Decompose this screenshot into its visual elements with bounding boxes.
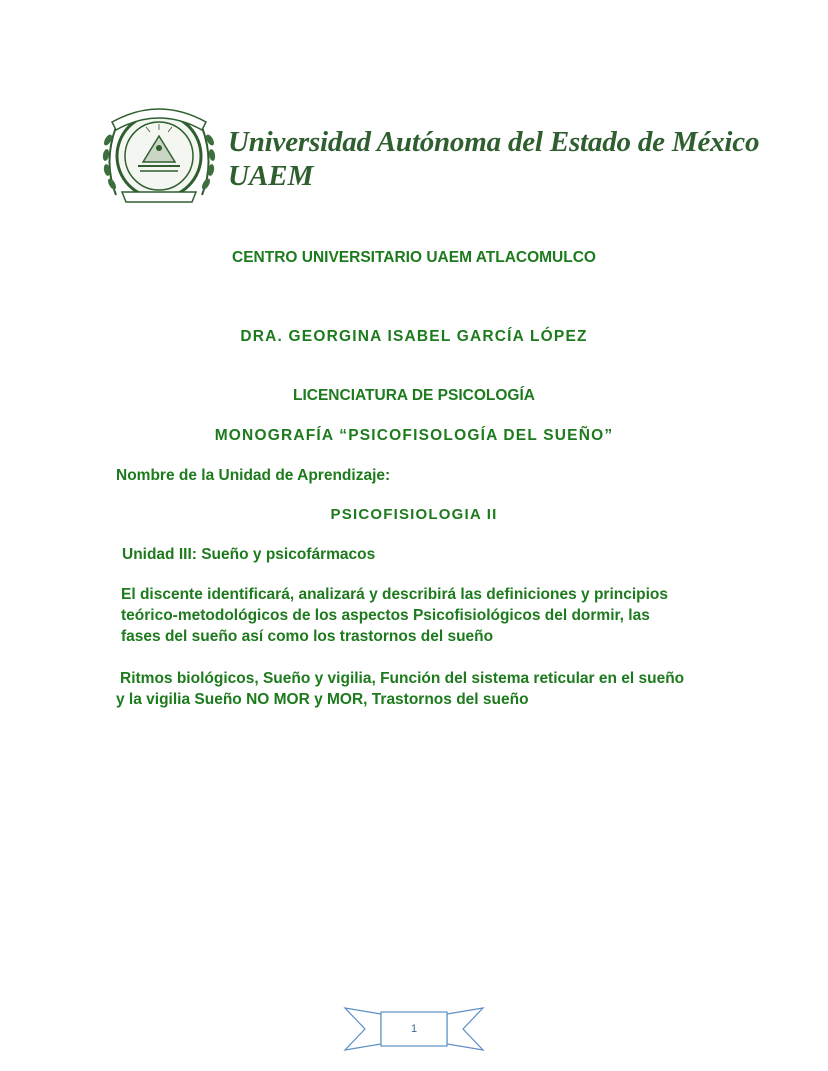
topics-paragraph	[116, 668, 684, 710]
monograph-title: MONOGRAFÍA “PSICOFISOLOGÍA DEL SUEÑO”	[214, 427, 614, 444]
page-number: 1	[410, 1023, 418, 1035]
unit-name: PSICOFISIOLOGIA II	[330, 506, 498, 523]
objective-line: El discente identificará, analizará y describirá las definiciones y principios	[121, 586, 669, 603]
center-name: CENTRO UNIVERSITARIO UAEM ATLACOMULCO	[232, 249, 596, 266]
degree-name: LICENCIATURA DE PSICOLOGÍA	[293, 387, 535, 404]
author-name: DRA. GEORGINA ISABEL GARCÍA LÓPEZ	[240, 328, 588, 345]
unit-label: Nombre de la Unidad de Aprendizaje:	[116, 467, 391, 484]
unit-section: Unidad III: Sueño y psicofármacos	[122, 546, 376, 563]
university-seal-logo	[98, 100, 220, 212]
university-name: Universidad Autónoma del Estado de México	[228, 126, 760, 158]
topics-line: y la vigilia Sueño NO MOR y MOR, Trastornos del sueño	[116, 691, 529, 708]
objective-paragraph	[121, 584, 668, 647]
topics-line: Ritmos biológicos, Sueño y vigilia, Función del sistema reticular en el sueño	[120, 670, 685, 687]
page-number-badge	[343, 1004, 485, 1054]
objective-line: teórico-metodológicos de los aspectos Psicofisiológicos del dormir, las	[121, 607, 650, 624]
objective-line: fases del sueño así como los trastornos del sueño	[121, 628, 494, 645]
university-abbreviation: UAEM	[228, 160, 314, 192]
university-header	[98, 100, 760, 212]
